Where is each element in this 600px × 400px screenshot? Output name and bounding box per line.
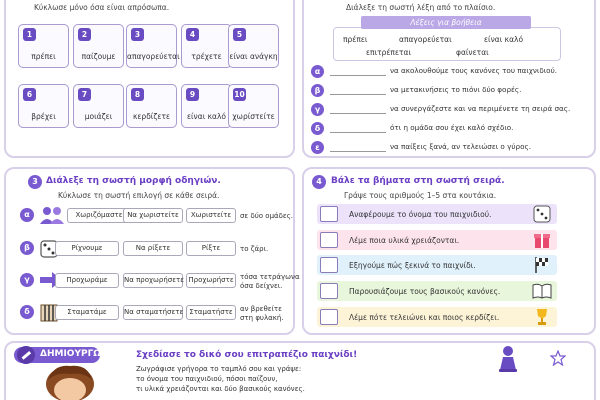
section-5-line: τι υλικά χρειάζονται και δύο βασικούς κανόνες. bbox=[136, 385, 305, 393]
create-badge-label: ΔΗΜΙΟΥΡΓΩ bbox=[40, 349, 101, 359]
trophy-icon bbox=[532, 308, 552, 330]
option-choice[interactable]: Να προχωρήσετε bbox=[123, 273, 183, 288]
card-number: 3 bbox=[131, 28, 144, 41]
card-word: κερδίζετε bbox=[132, 112, 171, 121]
section-5-line: Ζωγράφισε γρήγορα το ταμπλό σου και γράψε: bbox=[136, 365, 302, 373]
flag-icon bbox=[532, 256, 552, 278]
option-choice[interactable]: Να χωριστείτε bbox=[123, 208, 183, 223]
section-5-line: το όνομα του παιχνιδιού, πόσοι παίζουν, bbox=[136, 375, 278, 383]
option-choice[interactable]: Χωριζόμαστε bbox=[67, 208, 131, 223]
row-letter: γ bbox=[20, 273, 34, 287]
step-number-box[interactable] bbox=[320, 309, 338, 325]
row-letter: δ bbox=[20, 305, 34, 319]
dice-icon bbox=[532, 205, 552, 227]
sentence-text: να παίξεις ξανά, αν τελειώσει ο γύρος. bbox=[390, 142, 531, 151]
sentence-text: να συνεργάζεστε και να περιμένετε τη σειρά σας. bbox=[390, 104, 571, 113]
word-card[interactable] bbox=[73, 24, 124, 68]
word-card[interactable] bbox=[18, 24, 69, 68]
sentence-letter: β bbox=[311, 84, 324, 97]
word-card[interactable] bbox=[126, 84, 177, 128]
card-number: 5 bbox=[233, 28, 246, 41]
option-choice[interactable]: Ρίξτε bbox=[186, 241, 236, 256]
gift-box-icon bbox=[532, 231, 552, 253]
sentence-letter: ε bbox=[311, 141, 324, 154]
row-letter: β bbox=[20, 241, 34, 255]
hint-title: Λέξεις για βοήθεια bbox=[361, 16, 531, 29]
card-word: τρέχετε bbox=[191, 52, 222, 61]
option-choice[interactable]: Να ρίξετε bbox=[123, 241, 183, 256]
card-word: παίζουμε bbox=[81, 52, 116, 61]
option-choice[interactable]: Σταματάμε bbox=[55, 305, 119, 320]
word-card[interactable] bbox=[181, 24, 232, 68]
step-number-box[interactable] bbox=[320, 206, 338, 222]
row-ending: στη φυλακή. bbox=[240, 314, 284, 322]
step-number-box[interactable] bbox=[320, 257, 338, 273]
card-word: είναι ανάγκη bbox=[229, 52, 278, 61]
book-icon bbox=[532, 282, 552, 304]
card-word: απαγορεύεται bbox=[127, 52, 180, 61]
hint-word: επιτρέπεται bbox=[366, 48, 412, 57]
pawn-icon bbox=[497, 344, 519, 374]
word-card[interactable] bbox=[18, 84, 69, 128]
step-text: Εξηγούμε πώς ξεκινά το παιχνίδι. bbox=[349, 261, 476, 270]
option-choice[interactable]: Χωριστείτε bbox=[186, 208, 236, 223]
section-3-title: Διάλεξε τη σωστή μορφή οδηγιών. bbox=[46, 176, 221, 186]
card-word: πρέπει bbox=[31, 52, 56, 61]
section-1-instruction: Κύκλωσε μόνο όσα είναι απρόσωπα. bbox=[34, 3, 170, 12]
answer-blank[interactable] bbox=[330, 132, 386, 133]
word-card[interactable] bbox=[228, 84, 279, 128]
option-choice[interactable]: Σταματήστε bbox=[186, 305, 236, 320]
card-number: 7 bbox=[78, 88, 91, 101]
sentence-text: ότι η ομάδα σου έχει καλό σχέδιο. bbox=[390, 123, 514, 132]
answer-blank[interactable] bbox=[330, 94, 386, 95]
hint-word: πρέπει bbox=[343, 35, 368, 44]
sentence-text: να ακολουθούμε τους κανόνες του παιχνιδιού. bbox=[390, 66, 558, 75]
card-word: είναι καλό bbox=[186, 112, 227, 121]
word-card[interactable] bbox=[73, 84, 124, 128]
section-4-number: 4 bbox=[312, 175, 326, 189]
section-4-title: Βάλε τα βήματα στη σωστή σειρά. bbox=[331, 176, 505, 186]
section-4-instruction: Γράψε τους αριθμούς 1–5 στα κουτάκια. bbox=[344, 191, 497, 200]
card-word: μοιάζει bbox=[84, 112, 113, 121]
pencil-icon bbox=[16, 345, 36, 365]
child-illustration bbox=[40, 360, 100, 400]
card-number: 9 bbox=[186, 88, 199, 101]
option-choice[interactable]: Προχωράμε bbox=[55, 273, 119, 288]
card-number: 4 bbox=[186, 28, 199, 41]
card-word: χωρίστείτε bbox=[232, 112, 275, 121]
section-3-number: 3 bbox=[28, 175, 42, 189]
row-ending: αν βρεθείτε bbox=[240, 305, 282, 313]
step-text: Παρουσιάζουμε τους βασικούς κανόνες. bbox=[349, 287, 501, 296]
section-2-instruction: Διάλεξε τη σωστή λέξη από το πλαίσιο. bbox=[346, 3, 496, 12]
row-ending: τόσα τετράγωνα bbox=[240, 273, 300, 281]
star-icon bbox=[550, 350, 566, 366]
step-number-box[interactable] bbox=[320, 283, 338, 299]
answer-blank[interactable] bbox=[330, 113, 386, 114]
section-3-instruction: Κύκλωσε τη σωστή επιλογή σε κάθε σειρά. bbox=[58, 191, 220, 200]
row-ending: όσα δείχνει. bbox=[240, 282, 283, 290]
option-choice[interactable]: Ρίχνουμε bbox=[55, 241, 119, 256]
section-5-title: Σχεδίασε το δικό σου επιτραπέζιο παιχνίδι! bbox=[136, 350, 358, 360]
hint-word: φαίνεται bbox=[456, 48, 489, 57]
step-text: Αναφέρουμε το όνομα του παιχνιδιού. bbox=[349, 210, 492, 219]
card-number: 1 bbox=[23, 28, 36, 41]
row-letter: α bbox=[20, 208, 34, 222]
step-number-box[interactable] bbox=[320, 232, 338, 248]
step-text: Λέμε πότε τελειώνει και ποιος κερδίζει. bbox=[349, 313, 500, 322]
answer-blank[interactable] bbox=[330, 75, 386, 76]
word-card[interactable] bbox=[181, 84, 232, 128]
sentence-text: να μετακινήσεις το πιόνι δύο φορές. bbox=[390, 85, 522, 94]
card-number: 2 bbox=[78, 28, 91, 41]
step-text: Λέμε ποια υλικά χρειάζονται. bbox=[349, 236, 460, 245]
sentence-letter: α bbox=[311, 65, 324, 78]
option-choice[interactable]: Να σταματήσετε bbox=[123, 305, 183, 320]
card-number: 10 bbox=[234, 90, 245, 99]
option-choice[interactable]: Προχωρήστε bbox=[186, 273, 236, 288]
word-card[interactable] bbox=[228, 24, 279, 68]
sentence-letter: δ bbox=[311, 122, 324, 135]
card-word: βρέχει bbox=[31, 112, 56, 121]
answer-blank[interactable] bbox=[330, 151, 386, 152]
card-number: 6 bbox=[23, 88, 36, 101]
word-card[interactable] bbox=[126, 24, 180, 68]
hint-word: απαγορεύεται bbox=[399, 35, 452, 44]
row-ending: το ζάρι. bbox=[240, 245, 269, 253]
row-ending: σε δύο ομάδες. bbox=[240, 212, 294, 220]
sentence-letter: γ bbox=[311, 103, 324, 116]
hint-word: είναι καλό bbox=[484, 35, 524, 44]
people-icon bbox=[39, 206, 65, 228]
card-number: 8 bbox=[131, 88, 144, 101]
